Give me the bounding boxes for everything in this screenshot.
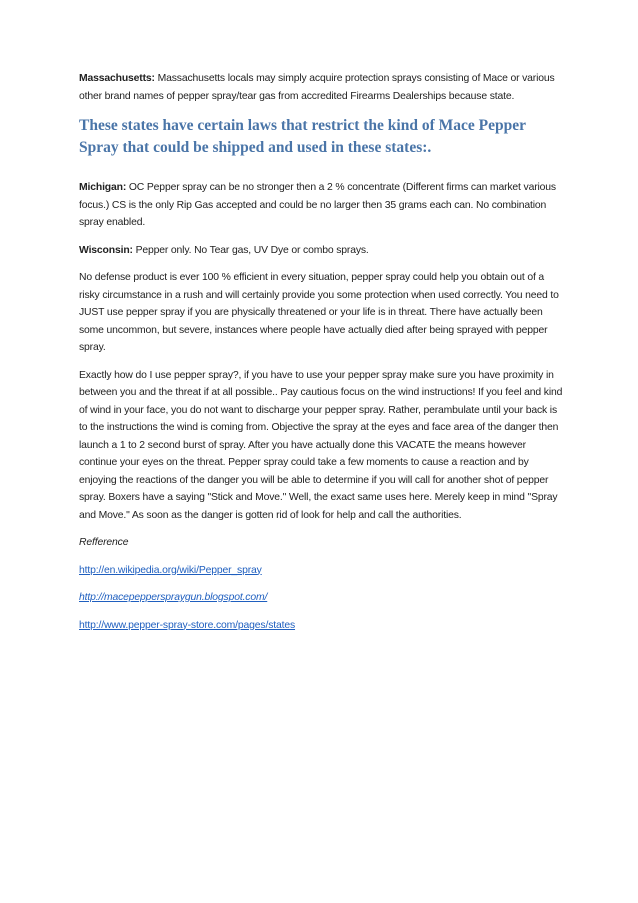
reference-item — [79, 562, 565, 580]
reference-item — [79, 589, 565, 607]
defense-paragraph: No defense product is ever 100 % efficient in every situation, pepper spray could help you obtain out of a risky circumstance in a rush and will certainly provide you some protection when used correctly. You need to JUST use pepper spray if you are physically threatened or your life is in threat. There have actually been some uncommon, but severe, instances where people have actually died after being sprayed with pepper spray. — [79, 272, 559, 353]
massachusetts-paragraph — [79, 70, 565, 105]
wisconsin-paragraph — [79, 242, 565, 260]
massachusetts-label: Massachusetts: — [79, 73, 155, 84]
reference-link-wikipedia[interactable]: http://en.wikipedia.org/wiki/Pepper_spray — [79, 564, 262, 576]
usage-paragraph: Exactly how do I use pepper spray?, if you have to use your pepper spray make sure you have proximity in between you and the threat if at all possible.. Pay cautious focus on the wind instructions! If you feel and kind of wind in your face, you do not want to discharge your pepper spray. Rather, perambulate until your back is to the instructions the wind is coming from. Objective the spray at the eyes and face area of the danger then launch a 1 to 2 second burst of spray. After you have actually done this VACATE the means however continue your eyes on the threat. Pepper spray could take a few moments to cause a reaction and by enjoying the reactions of the danger you will be able to determine if you will call for another shot of pepper spray. Boxers have a saying "Stick and Move." Well, the exact same uses here. Merely keep in mind "Spray and Move." As soon as the danger is gotten rid of look for help and call the authorities. — [79, 369, 563, 521]
references-label: Refference — [79, 537, 129, 548]
massachusetts-text: Massachusetts locals may simply acquire protection sprays consisting of Mace or various other brand names of pepper spray/tear gas from accredited Firearms Dealerships because state. — [79, 73, 555, 102]
michigan-label: Michigan: — [79, 182, 127, 193]
reference-link-store[interactable]: http://www.pepper-spray-store.com/pages/states — [79, 619, 296, 631]
michigan-text: OC Pepper spray can be no stronger then a 2 % concentrate (Different firms can market various focus.) CS is the only Rip Gas accepted and could be no larger then 35 grams each can. No combination spray enabled. — [79, 182, 556, 228]
section-heading: These states have certain laws that restrict the kind of Mace Pepper Spray that could be shipped and used in these states:. — [79, 117, 526, 156]
wisconsin-label: Wisconsin: — [79, 244, 133, 256]
document-page — [79, 70, 565, 644]
reference-item — [79, 617, 565, 635]
reference-link-blogspot[interactable]: http://macepepperspraygun.blogspot.com/ — [79, 592, 268, 603]
michigan-paragraph — [79, 179, 565, 232]
wisconsin-text: Pepper only. No Tear gas, UV Dye or combo sprays. — [132, 244, 369, 256]
